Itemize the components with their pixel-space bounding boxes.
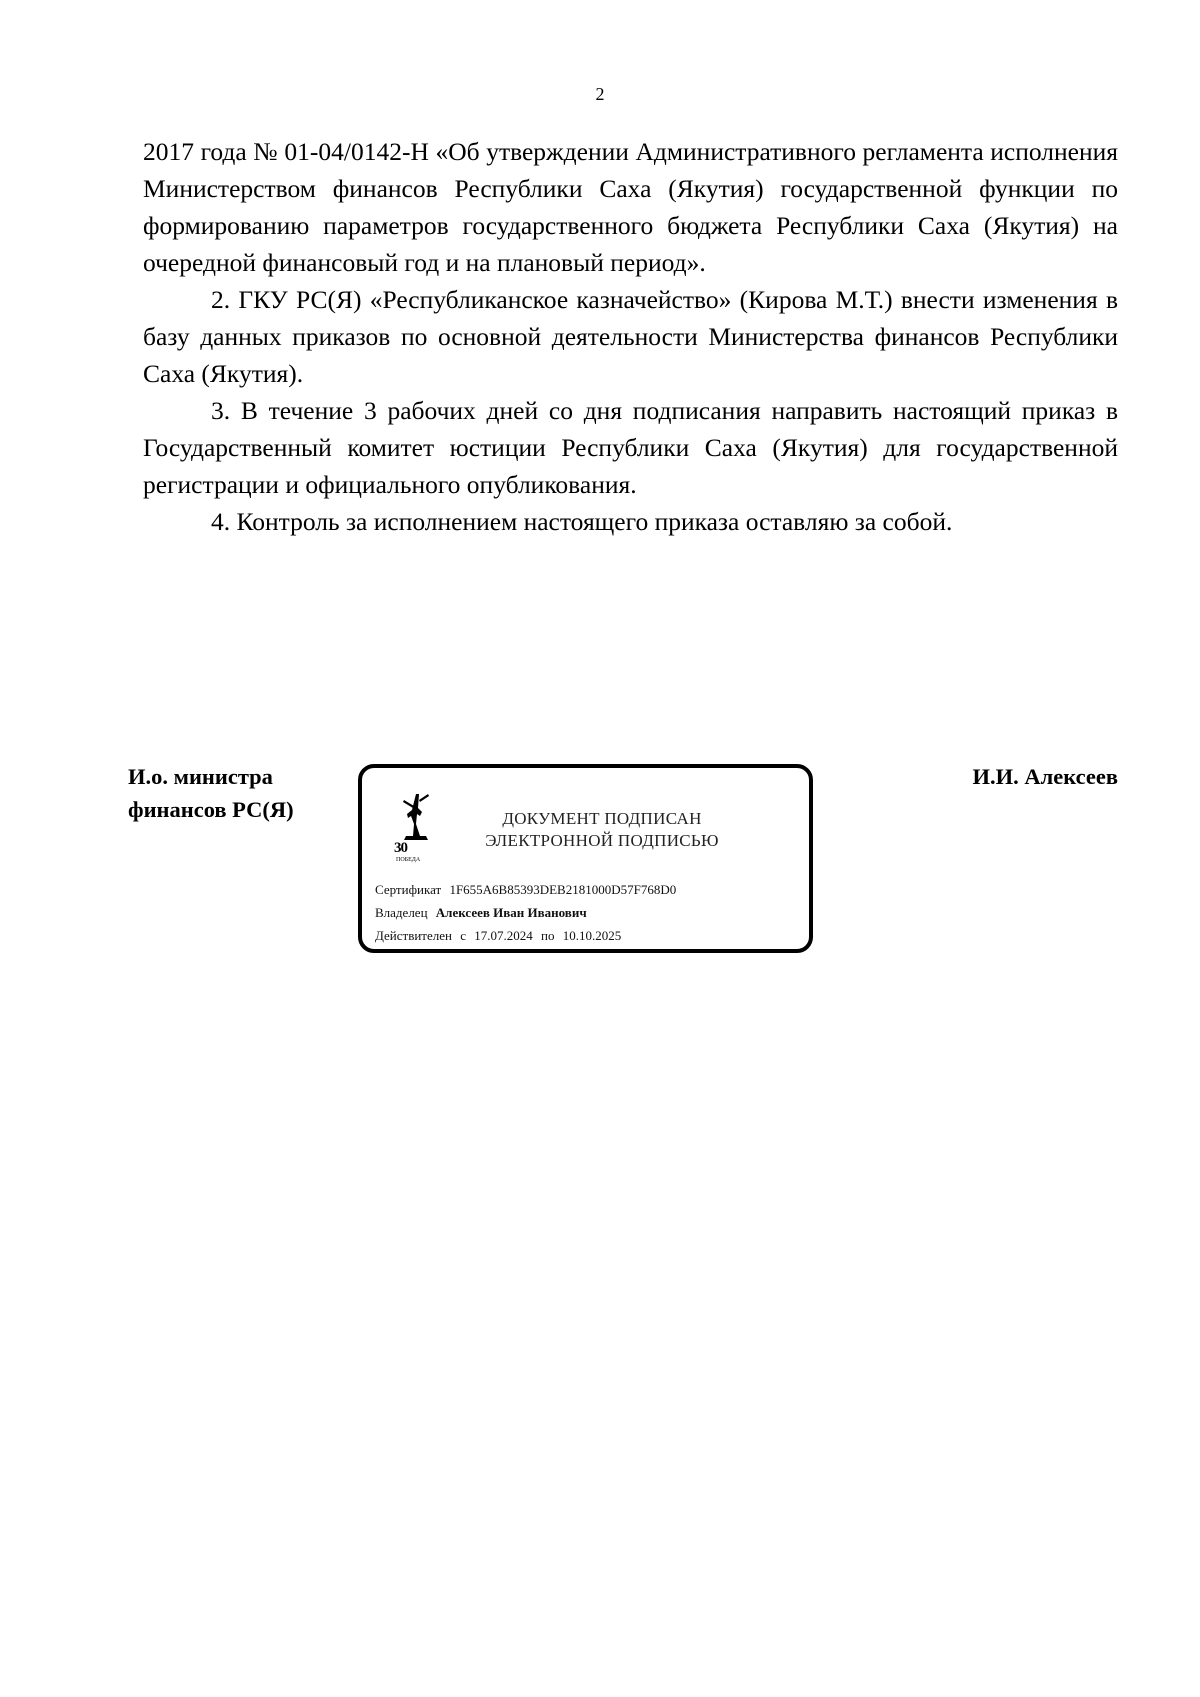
stamp-heading xyxy=(472,808,732,852)
order-item-2: 2. ГКУ РС(Я) «Республиканское казначейство» (Кирова М.Т.) внести изменения в базу данных приказов по основной деятельности Министерства финансов Республики Саха (Якутия). xyxy=(143,285,1118,388)
valid-from-date: 17.07.2024 xyxy=(474,928,533,943)
page-number: 2 xyxy=(595,84,605,104)
certificate-label: Сертификат xyxy=(375,882,442,897)
order-item-3: 3. В течение 3 рабочих дней со дня подписания направить настоящий приказ в Государственный комитет юстиции Республики Саха (Якутия) для государственной регистрации и официального опубликования. xyxy=(143,396,1118,499)
document-body xyxy=(143,133,1118,540)
victory-monument-icon xyxy=(392,790,436,863)
signer-title-line-1: И.о. министра xyxy=(128,764,273,789)
signer-name: И.И. Алексеев xyxy=(972,764,1118,789)
owner-label: Владелец xyxy=(375,905,428,920)
valid-from-label: с xyxy=(460,928,466,943)
order-item-4: 4. Контроль за исполнением настоящего приказа оставляю за собой. xyxy=(211,507,953,536)
certificate-value: 1F655A6B85393DEB2181000D57F768D0 xyxy=(449,882,677,897)
paragraph-continuation: 2017 года № 01-04/0142-Н «Об утверждении Административного регламента исполнения Министерством финансов Республики Саха (Якутия) государственной функции по формированию параметров государственного бюджета Республики Саха (Якутия) на очередной финансовый год и на плановый период». xyxy=(143,137,1118,277)
stamp-logo-text: 30 xyxy=(394,840,407,856)
stamp-heading-line-1: ДОКУМЕНТ ПОДПИСАН xyxy=(502,809,702,828)
valid-to-label: по xyxy=(541,928,555,943)
valid-to-date: 10.10.2025 xyxy=(562,928,622,943)
stamp-certificate-row xyxy=(375,878,676,901)
electronic-signature-stamp xyxy=(358,764,813,953)
valid-label: Действителен xyxy=(375,928,452,943)
signer-title-line-2: финансов РС(Я) xyxy=(128,797,294,822)
stamp-logo-subtext: ПОБЕДА xyxy=(396,857,421,863)
signer-title xyxy=(128,760,294,826)
stamp-details xyxy=(375,878,676,947)
stamp-owner-row xyxy=(375,901,676,924)
owner-value: Алексеев Иван Иванович xyxy=(435,905,587,920)
stamp-heading-line-2: ЭЛЕКТРОННОЙ ПОДПИСЬЮ xyxy=(485,831,719,850)
stamp-validity-row xyxy=(375,924,676,947)
